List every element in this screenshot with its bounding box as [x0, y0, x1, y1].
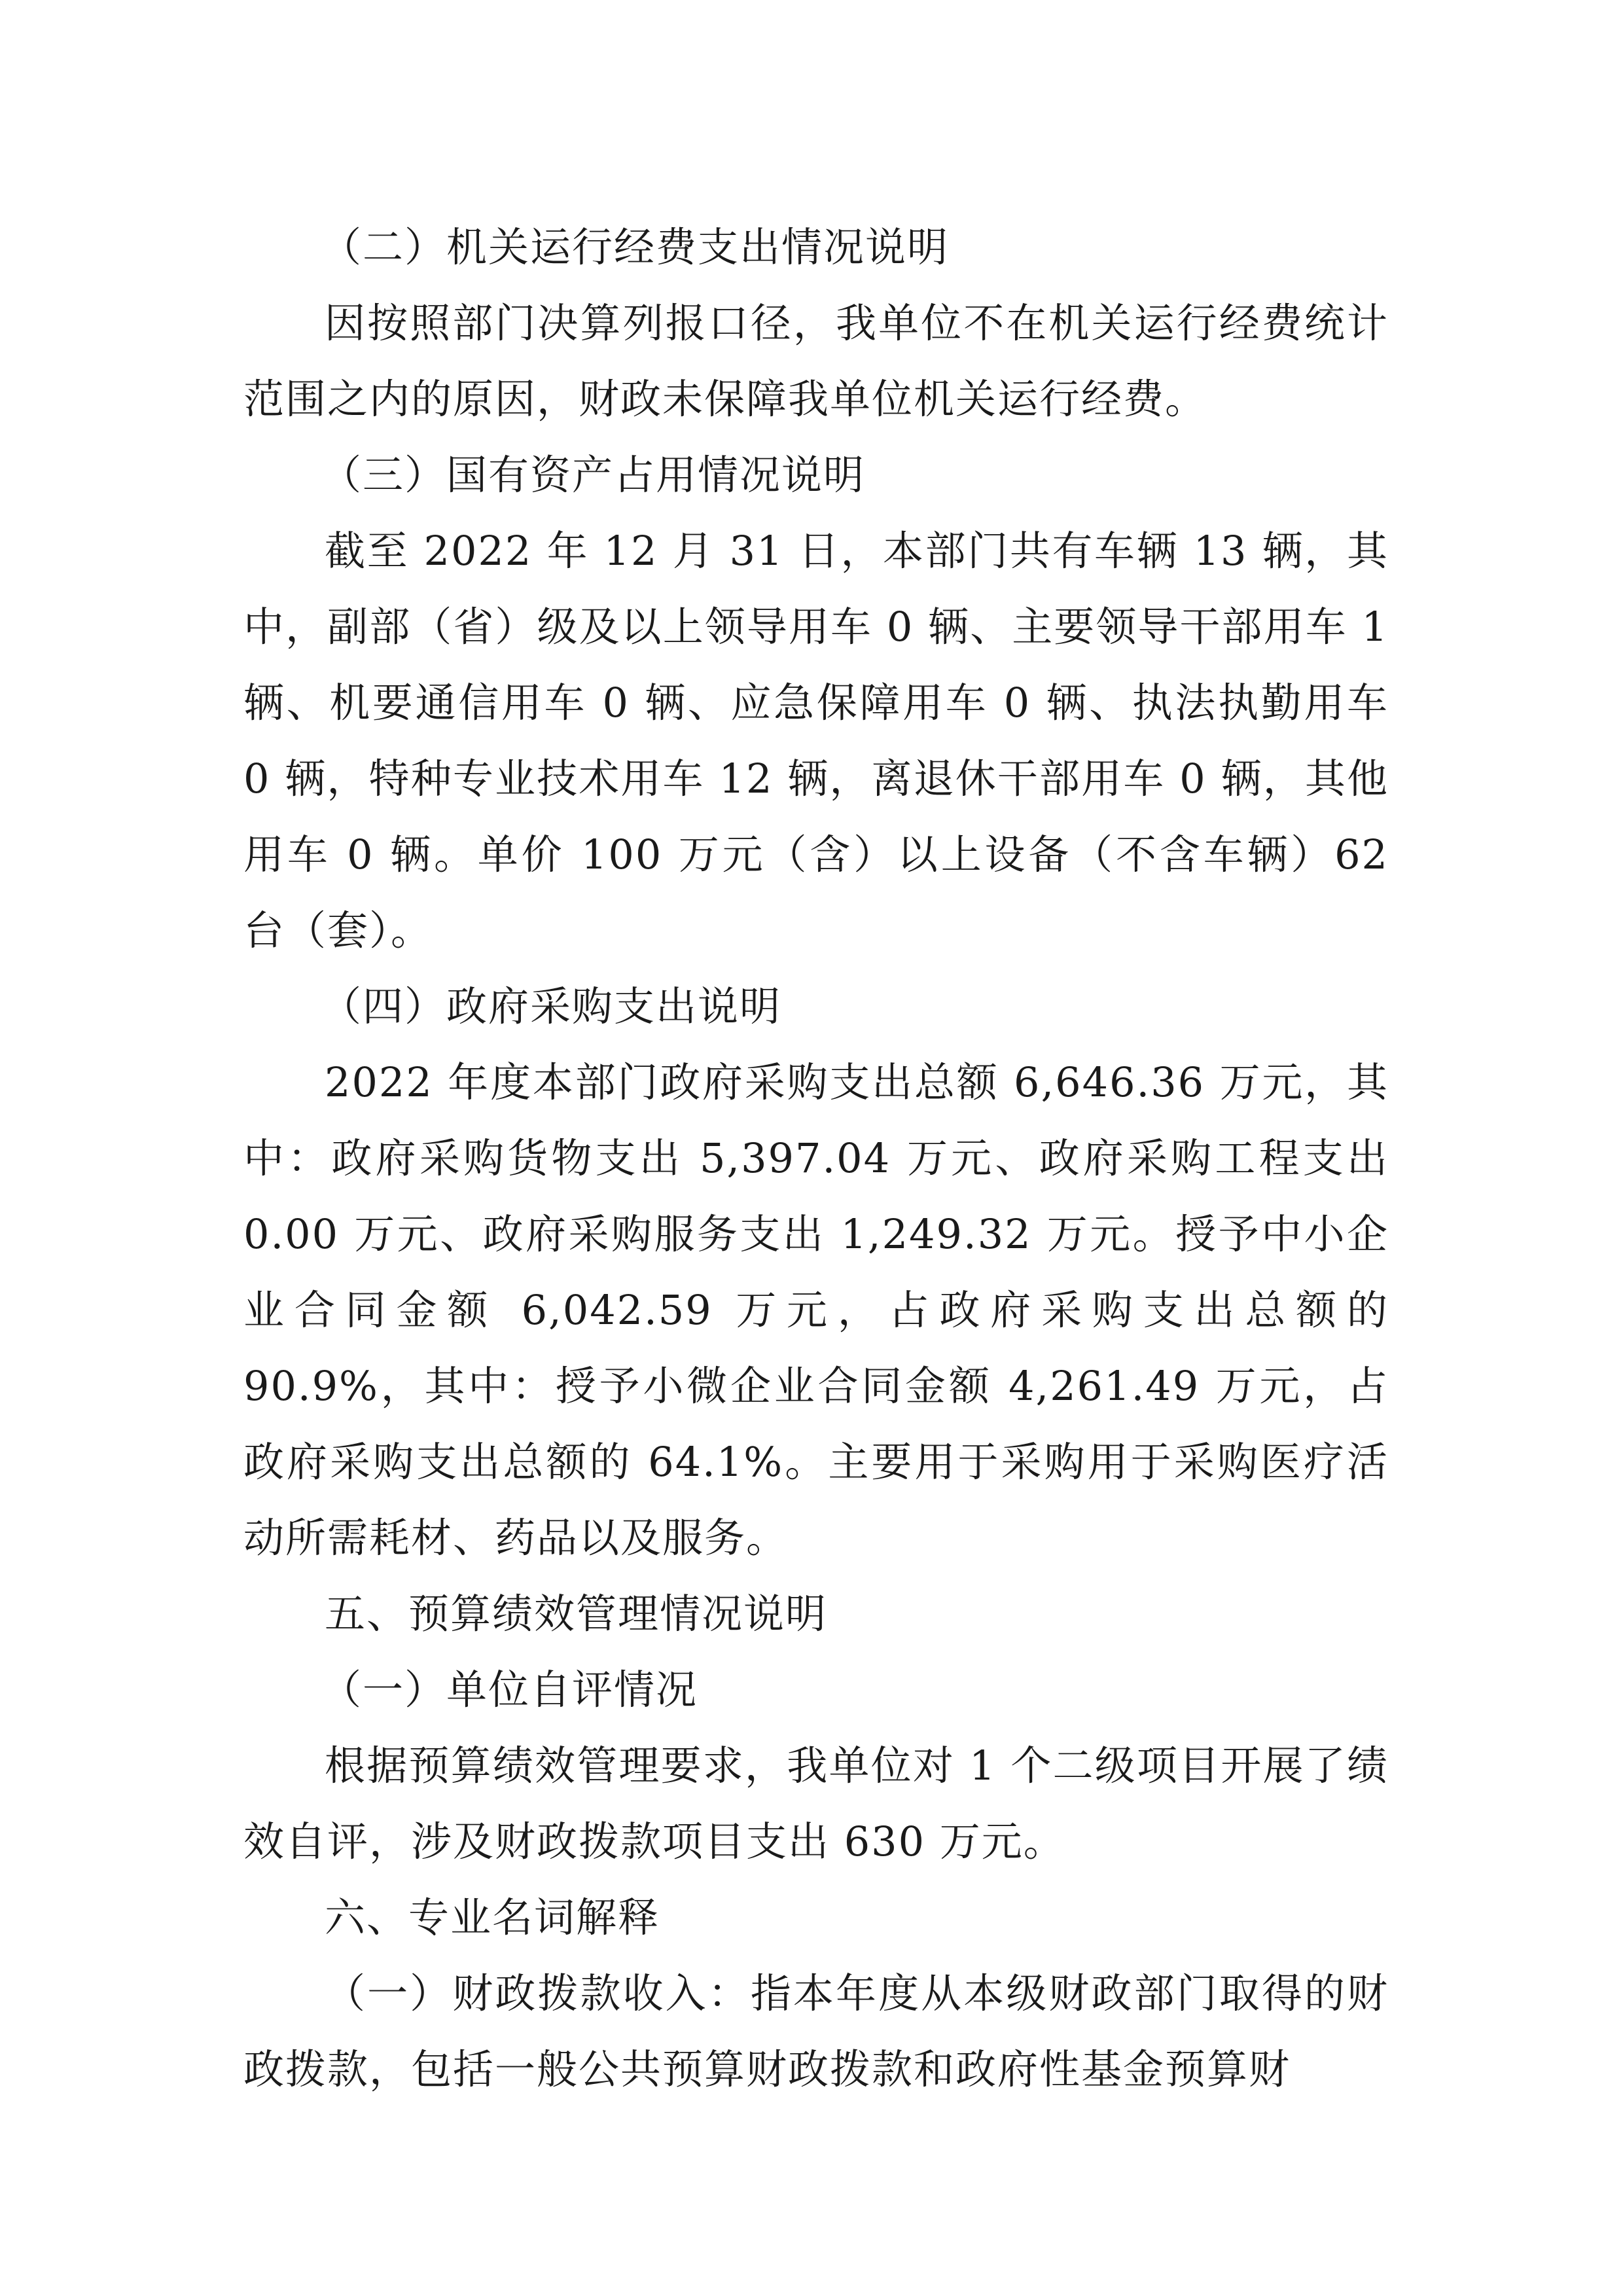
section-heading-self-evaluation: （一）单位自评情况 — [321, 1666, 698, 1713]
paragraph-self-evaluation: 根据预算绩效管理要求，我单位对 1 个二级项目开展了绩效自评，涉及财政拨款项目支出 630 万元。 — [243, 1742, 1389, 1865]
paragraph-fiscal-appropriation-income: （一）财政拨款收入：指本年度从本级财政部门取得的财政拨款，包括一般公共预算财政拨款和政府性基金预算财 — [243, 1969, 1389, 2093]
paragraph-government-procurement: 2022 年度本部门政府采购支出总额 6,646.36 万元，其中：政府采购货物支出 5,397.04 万元、政府采购工程支出 0.00 万元、政府采购服务支出 1,249.32 万元。授予中小企业合同金额 6,042.59 万元，占政府采购支出总额的 90.9%，其中：授予小微企业合同金额 4,261.49 万元，占政府采购支出总额的 64.1%。主要用于采购用于采购医疗活动所需耗材、药品以及服务。 — [243, 1058, 1389, 1562]
paragraph-admin-expenses: 因按照部门决算列报口径，我单位不在机关运行经费统计范围之内的原因，财政未保障我单位机关运行经费。 — [243, 299, 1389, 423]
section-heading-admin-expenses: （二）机关运行经费支出情况说明 — [321, 223, 950, 271]
section-heading-performance-management: 五、预算绩效管理情况说明 — [325, 1590, 828, 1638]
paragraph-state-assets: 截至 2022 年 12 月 31 日，本部门共有车辆 13 辆，其中，副部（省）级及以上领导用车 0 辆、主要领导干部用车 1 辆、机要通信用车 0 辆、应急保障用车 0 辆、执法执勤用车 0 辆，特种专业技术用车 12 辆，离退休干部用车 0 辆，其他用车 0 辆。单价 100 万元（含）以上设备（不含车辆）62 台（套）。 — [243, 527, 1389, 954]
section-heading-state-assets: （三）国有资产占用情况说明 — [321, 451, 866, 499]
section-heading-government-procurement: （四）政府采购支出说明 — [321, 982, 782, 1030]
section-heading-glossary: 六、专业名词解释 — [325, 1893, 660, 1941]
document-body — [243, 209, 1389, 2108]
